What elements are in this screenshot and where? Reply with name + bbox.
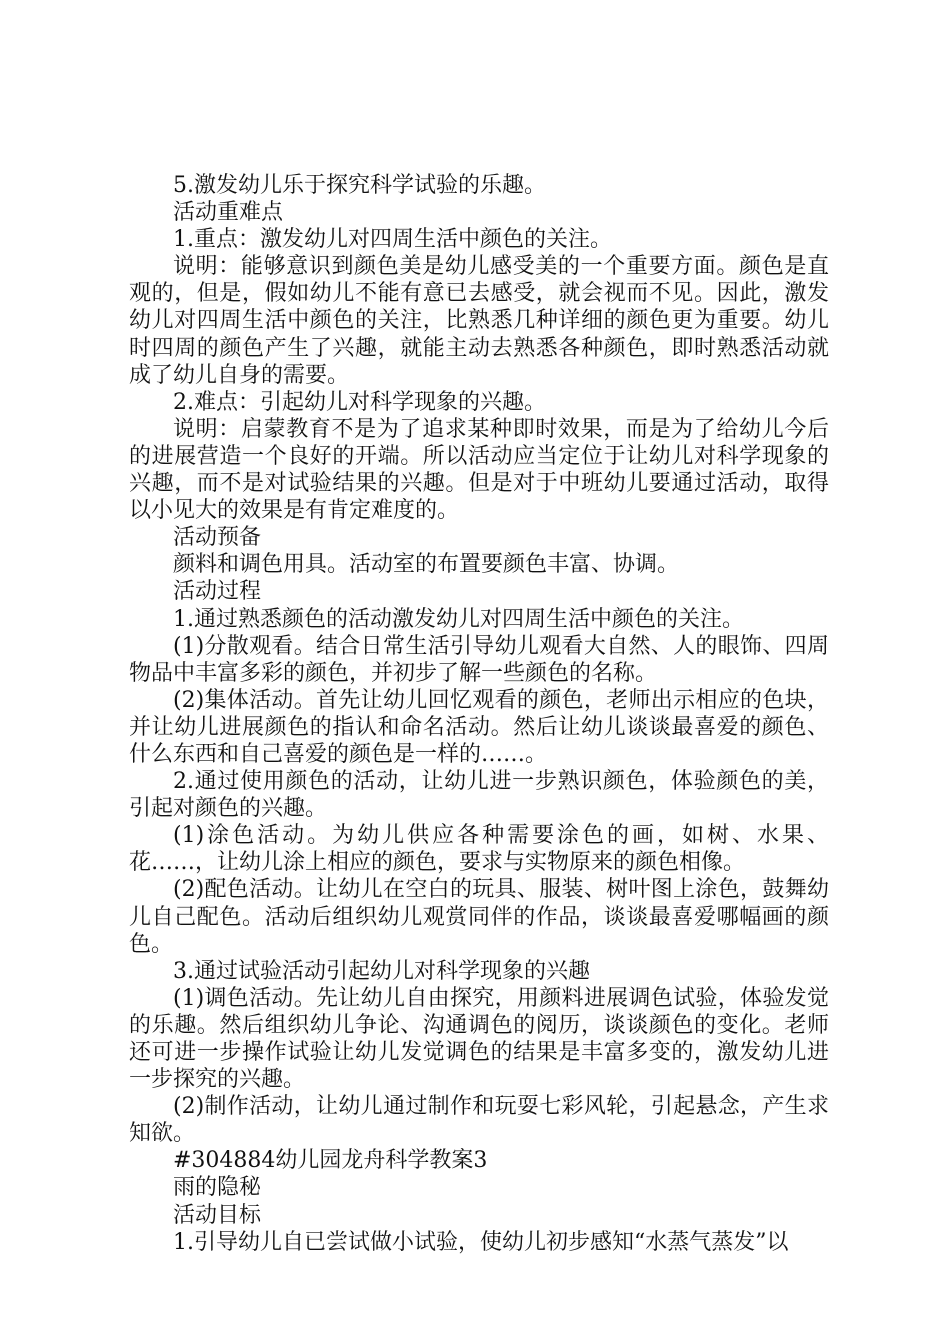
section-heading: 雨的隐秘 [173, 1175, 262, 1201]
paragraph: (1)涂色活动。为幼儿供应各种需要涂色的画，如树、水果、花……，让幼儿涂上相应的颜色，要求与实物原来的颜色相像。 [129, 823, 829, 876]
paragraph: 1.引导幼儿自已尝试做小试验，使幼儿初步感知“水蒸气蒸发”以 [173, 1229, 789, 1255]
paragraph: 2.难点：引起幼儿对科学现象的兴趣。 [173, 389, 546, 415]
paragraph: 颜料和调色用具。活动室的布置要颜色丰富、协调。 [173, 552, 680, 578]
section-heading: 活动预备 [173, 525, 262, 551]
paragraph: (2)集体活动。首先让幼儿回忆观看的颜色，老师出示相应的色块，并让幼儿进展颜色的指认和命名活动。然后让幼儿谈谈最喜爱的颜色、什么东西和自己喜爱的颜色是一样的……。 [129, 687, 829, 767]
document-body [129, 172, 829, 1256]
paragraph: 1.通过熟悉颜色的活动激发幼儿对四周生活中颜色的关注。 [173, 606, 744, 632]
paragraph: 1.重点：激发幼儿对四周生活中颜色的关注。 [173, 227, 612, 253]
section-heading: 活动重难点 [173, 200, 284, 226]
document-title: #304884幼儿园龙舟科学教案3 [173, 1148, 488, 1174]
paragraph: 2.通过使用颜色的活动，让幼儿进一步熟识颜色，体验颜色的美，引起对颜色的兴趣。 [129, 769, 829, 822]
paragraph: 5.激发幼儿乐于探究科学试验的乐趣。 [173, 173, 546, 198]
section-heading: 活动过程 [173, 579, 262, 605]
paragraph: (1)调色活动。先让幼儿自由探究，用颜料进展调色试验，体验发觉的乐趣。然后组织幼儿争论、沟通调色的阅历，谈谈颜色的变化。老师还可进一步操作试验让幼儿发觉调色的结果是丰富多变的，激发幼儿进一步探究的兴趣。 [129, 985, 829, 1093]
paragraph: 说明：能够意识到颜色美是幼儿感受美的一个重要方面。颜色是直观的，但是，假如幼儿不能有意已去感受，就会视而不见。因此，激发幼儿对四周生活中颜色的关注，比熟悉几种详细的颜色更为重要。幼儿时四周的颜色产生了兴趣，就能主动去熟悉各种颜色，即时熟悉活动就成了幼儿自身的需要。 [129, 254, 829, 388]
section-heading: 活动目标 [173, 1202, 262, 1228]
paragraph: 3.通过试验活动引起幼儿对科学现象的兴趣 [173, 958, 590, 984]
paragraph: (2)制作活动，让幼儿通过制作和玩耍七彩风轮，引起悬念，产生求知欲。 [129, 1094, 829, 1147]
paragraph: (1)分散观看。结合日常生活引导幼儿观看大自然、人的眼饰、四周物品中丰富多彩的颜色，并初步了解一些颜色的名称。 [129, 633, 829, 686]
paragraph: 说明：启蒙教育不是为了追求某种即时效果，而是为了给幼儿今后的进展营造一个良好的开端。所以活动应当定位于让幼儿对科学现象的兴趣，而不是对试验结果的兴趣。但是对于中班幼儿要通过活动，取得以小见大的效果是有肯定难度的。 [129, 416, 829, 524]
paragraph: (2)配色活动。让幼儿在空白的玩具、服装、树叶图上涂色，鼓舞幼儿自己配色。活动后组织幼儿观赏同伴的作品，谈谈最喜爱哪幅画的颜色。 [129, 877, 829, 957]
